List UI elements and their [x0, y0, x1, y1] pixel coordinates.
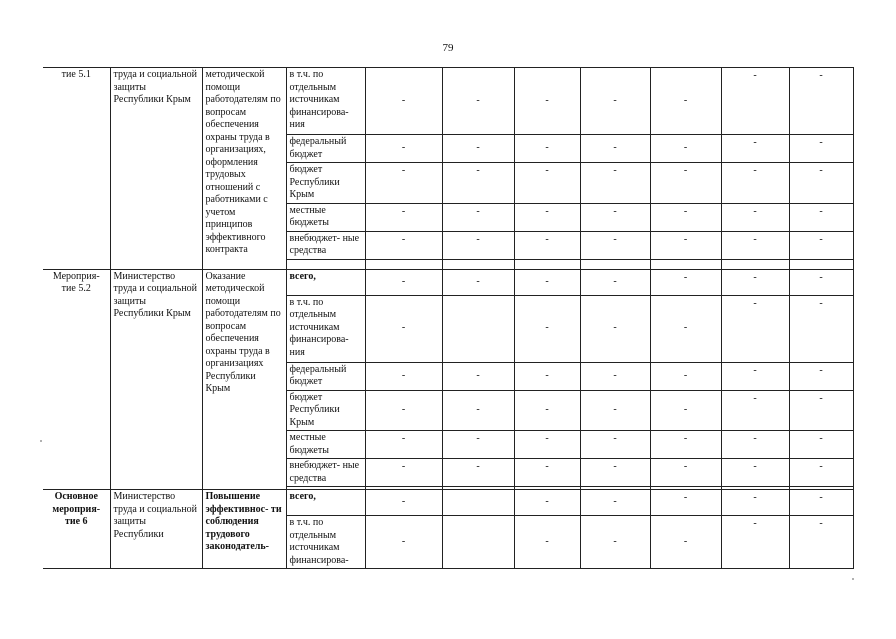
table-cell: -: [365, 295, 442, 362]
table-cell: [442, 490, 514, 516]
table-cell: -: [580, 135, 650, 163]
table-cell: -: [514, 390, 580, 431]
table-cell: -: [789, 362, 853, 390]
table-row: [43, 490, 853, 516]
table-cell: -: [442, 431, 514, 459]
table-cell: -: [514, 490, 580, 516]
table-cell: -: [442, 231, 514, 259]
table-cell: -: [365, 135, 442, 163]
table-cell: -: [721, 516, 789, 569]
table-cell: -: [580, 459, 650, 487]
table-cell: -: [514, 135, 580, 163]
table-cell: -: [789, 163, 853, 204]
table-cell: -: [650, 431, 721, 459]
scan-speck: [852, 578, 854, 580]
table-cell: -: [650, 231, 721, 259]
table-cell: -: [365, 269, 442, 295]
table-cell: -: [721, 295, 789, 362]
table-cell: -: [580, 516, 650, 569]
program-funding-table: [43, 67, 854, 569]
table-cell: -: [650, 68, 721, 135]
table-cell: -: [789, 490, 853, 516]
table-cell: -: [580, 295, 650, 362]
table-cell: -: [721, 490, 789, 516]
table-cell: -: [650, 135, 721, 163]
funding-source: в т.ч. по отдельным источникам финансирова-: [286, 516, 365, 569]
funding-source: в т.ч. по отдельным источникам финансирова- ния: [286, 295, 365, 362]
table-cell: -: [365, 203, 442, 231]
table-cell: -: [442, 135, 514, 163]
measure-executor: труда и социальной защиты Республики Крым: [110, 68, 202, 270]
table-cell: -: [721, 203, 789, 231]
table-cell: -: [580, 490, 650, 516]
table-cell: -: [721, 68, 789, 135]
table-cell: -: [789, 135, 853, 163]
funding-source: бюджет Республики Крым: [286, 163, 365, 204]
measure-description: методической помощи работодателям по вопросам обеспечения охраны труда в организациях, оформления трудовых отношений с работниками с учетом принципов эффективного контракта: [202, 68, 286, 270]
table-cell: -: [650, 163, 721, 204]
table-cell: -: [514, 163, 580, 204]
table-cell: -: [514, 431, 580, 459]
table-cell: -: [442, 203, 514, 231]
table-cell: -: [442, 459, 514, 487]
table-cell: -: [789, 68, 853, 135]
table-cell: -: [721, 231, 789, 259]
table-cell: -: [789, 431, 853, 459]
table-cell: -: [514, 231, 580, 259]
measure-code: Основное мероприя- тие 6: [43, 490, 110, 569]
table-cell: -: [721, 163, 789, 204]
table-cell: -: [365, 490, 442, 516]
funding-source: в т.ч. по отдельным источникам финансирова- ния: [286, 68, 365, 135]
funding-source: внебюджет- ные средства: [286, 231, 365, 259]
funding-source: внебюджет- ные средства: [286, 459, 365, 487]
table-cell: -: [514, 68, 580, 135]
scan-speck: [40, 440, 42, 442]
measure-executor: Министерство труда и социальной защиты Республики Крым: [110, 269, 202, 490]
table-cell: -: [650, 516, 721, 569]
table-cell: -: [514, 459, 580, 487]
table-cell: [442, 295, 514, 362]
table-cell: -: [650, 390, 721, 431]
table-cell: -: [580, 362, 650, 390]
table-cell: -: [580, 163, 650, 204]
table-cell: -: [721, 459, 789, 487]
table-cell: -: [650, 295, 721, 362]
table-cell: -: [580, 390, 650, 431]
table-cell: -: [365, 390, 442, 431]
table-cell: -: [789, 390, 853, 431]
table-cell: -: [365, 68, 442, 135]
table-cell: -: [721, 135, 789, 163]
table-cell: -: [514, 362, 580, 390]
table-cell: -: [442, 362, 514, 390]
table-cell: -: [789, 231, 853, 259]
table-cell: [442, 516, 514, 569]
table-cell: -: [442, 390, 514, 431]
measure-code: Мероприя- тие 5.2: [43, 269, 110, 490]
table-cell: -: [650, 269, 721, 295]
table-cell: -: [789, 295, 853, 362]
table-row: [43, 269, 853, 295]
page-number: 79: [442, 42, 454, 54]
table-cell: -: [789, 269, 853, 295]
measure-code: тие 5.1: [43, 68, 110, 270]
table-cell: -: [789, 459, 853, 487]
table-cell: -: [365, 362, 442, 390]
table-cell: -: [580, 269, 650, 295]
table-cell: -: [789, 203, 853, 231]
table-cell: -: [580, 203, 650, 231]
measure-description: Повышение эффективнос- ти соблюдения трудового законодатель-: [202, 490, 286, 569]
table-cell: -: [442, 163, 514, 204]
table-cell: -: [514, 269, 580, 295]
measure-description: Оказание методической помощи работодателям по вопросам обеспечения охраны труда в организациях Республики Крым: [202, 269, 286, 490]
funding-source: бюджет Республики Крым: [286, 390, 365, 431]
table-cell: -: [721, 269, 789, 295]
table-cell: -: [789, 516, 853, 569]
table-cell: -: [721, 390, 789, 431]
table-cell: -: [514, 295, 580, 362]
table-cell: -: [650, 490, 721, 516]
table-cell: -: [580, 68, 650, 135]
table-cell: -: [365, 231, 442, 259]
table-cell: -: [721, 431, 789, 459]
table-cell: -: [365, 163, 442, 204]
funding-source: всего,: [286, 269, 365, 295]
table-cell: -: [365, 431, 442, 459]
funding-source: всего,: [286, 490, 365, 516]
table-cell: -: [580, 231, 650, 259]
table-cell: -: [650, 203, 721, 231]
measure-executor: Министерство труда и социальной защиты Республики: [110, 490, 202, 569]
table-cell: -: [514, 516, 580, 569]
table-cell: -: [650, 362, 721, 390]
funding-source: местные бюджеты: [286, 203, 365, 231]
table-cell: -: [365, 459, 442, 487]
table-cell: -: [721, 362, 789, 390]
funding-source: федеральный бюджет: [286, 362, 365, 390]
table-cell: -: [365, 516, 442, 569]
table-cell: -: [580, 431, 650, 459]
table-cell: -: [650, 459, 721, 487]
table-cell: -: [514, 203, 580, 231]
table-cell: -: [442, 68, 514, 135]
table-row: [43, 68, 853, 135]
table-cell: -: [442, 269, 514, 295]
funding-source: местные бюджеты: [286, 431, 365, 459]
funding-source: федеральный бюджет: [286, 135, 365, 163]
